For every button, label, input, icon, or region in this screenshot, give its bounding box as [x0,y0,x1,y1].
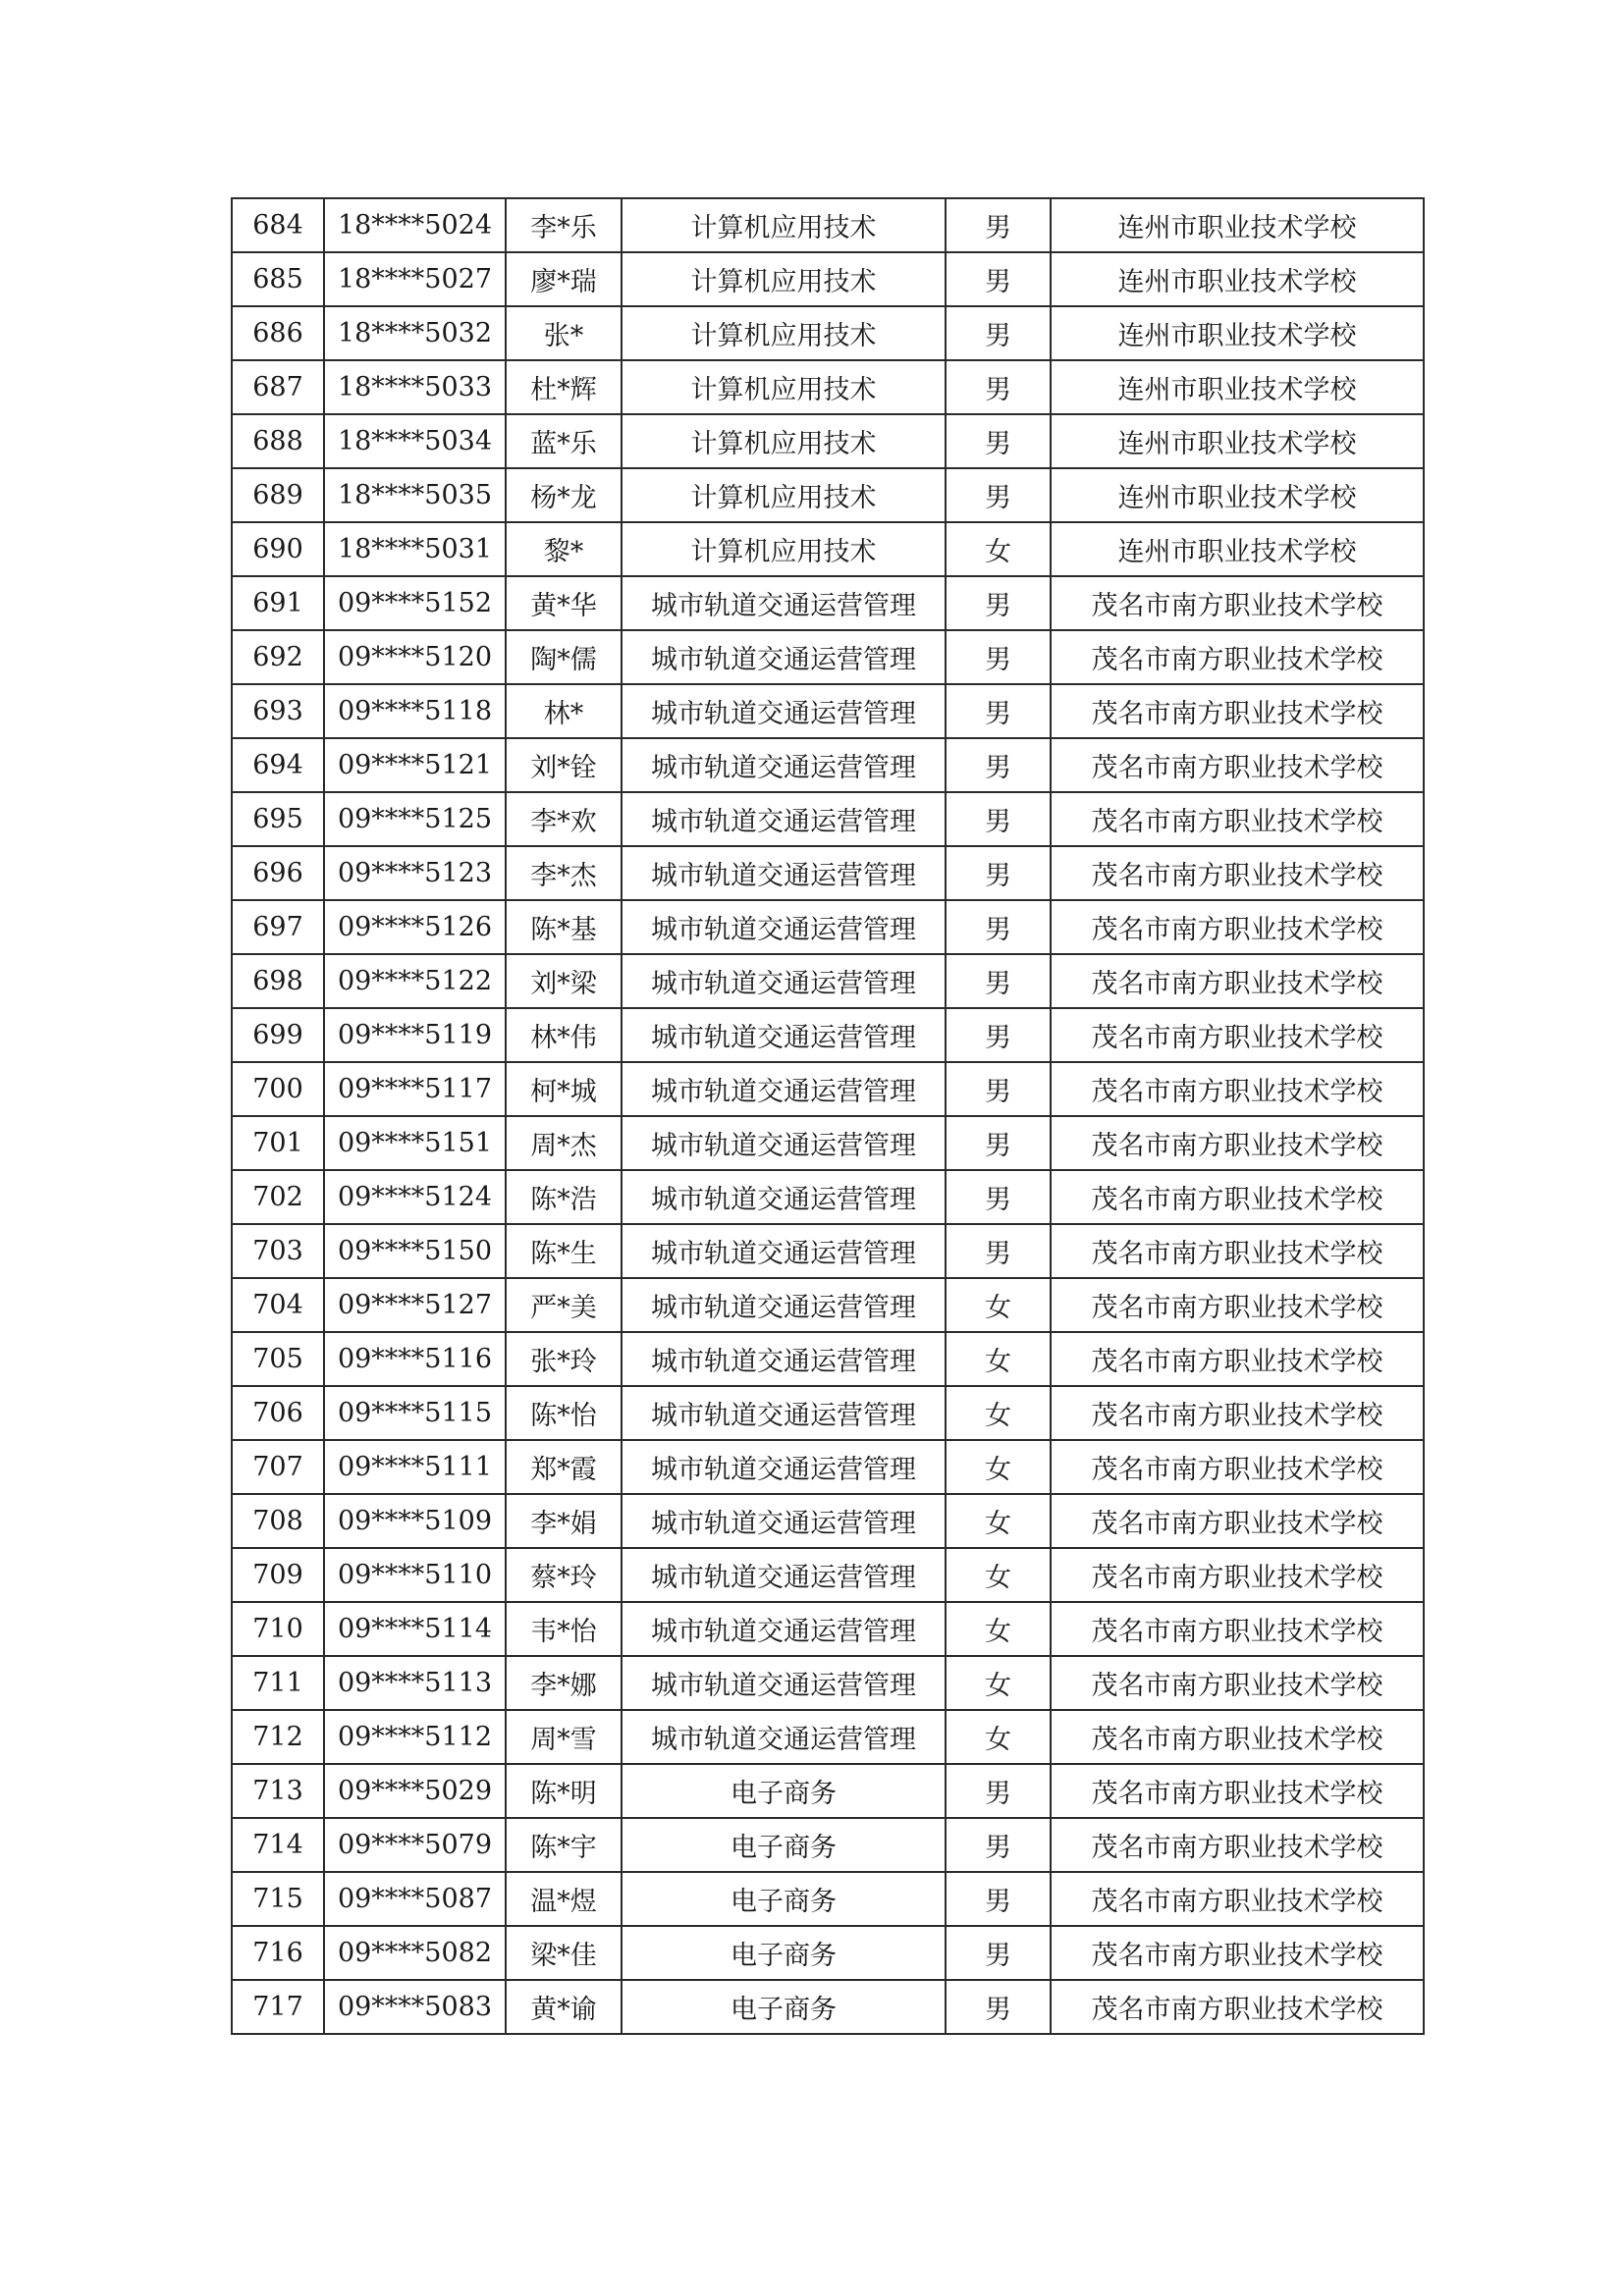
table-row [232,1818,1424,1872]
cell-major: 城市轨道交通运营管理 [622,1170,946,1224]
student-roster-table [231,197,1425,2035]
cell-student-name: 梁*佳 [506,1926,622,1980]
cell-major: 计算机应用技术 [622,198,946,252]
cell-serial-number: 710 [232,1602,324,1656]
cell-major: 电子商务 [622,1980,946,2034]
cell-gender: 男 [946,1170,1051,1224]
table-row [232,1602,1424,1656]
roster-body [232,198,1424,2034]
cell-gender: 男 [946,1008,1051,1062]
cell-major: 城市轨道交通运营管理 [622,792,946,846]
cell-school: 茂名市南方职业技术学校 [1051,1386,1424,1440]
cell-major: 城市轨道交通运营管理 [622,684,946,738]
cell-gender: 男 [946,306,1051,360]
cell-student-name: 黄*华 [506,576,622,630]
cell-school: 茂名市南方职业技术学校 [1051,576,1424,630]
cell-student-id: 09****5079 [324,1818,506,1872]
cell-school: 连州市职业技术学校 [1051,414,1424,468]
cell-serial-number: 701 [232,1116,324,1170]
cell-major: 电子商务 [622,1818,946,1872]
cell-student-name: 李*娜 [506,1656,622,1710]
cell-student-id: 09****5118 [324,684,506,738]
table-row [232,468,1424,522]
table-row [232,360,1424,414]
cell-school: 茂名市南方职业技术学校 [1051,630,1424,684]
table-row [232,1116,1424,1170]
cell-gender: 男 [946,1764,1051,1818]
cell-serial-number: 707 [232,1440,324,1494]
table-row [232,738,1424,792]
cell-student-name: 黄*谕 [506,1980,622,2034]
cell-serial-number: 702 [232,1170,324,1224]
cell-serial-number: 699 [232,1008,324,1062]
cell-student-id: 09****5150 [324,1224,506,1278]
cell-major: 城市轨道交通运营管理 [622,1116,946,1170]
cell-gender: 女 [946,522,1051,576]
cell-serial-number: 714 [232,1818,324,1872]
cell-serial-number: 684 [232,198,324,252]
cell-student-id: 09****5125 [324,792,506,846]
cell-student-name: 廖*瑞 [506,252,622,306]
cell-student-id: 18****5034 [324,414,506,468]
cell-serial-number: 696 [232,846,324,900]
cell-serial-number: 717 [232,1980,324,2034]
table-row [232,900,1424,954]
cell-serial-number: 691 [232,576,324,630]
cell-serial-number: 712 [232,1710,324,1764]
cell-gender: 男 [946,900,1051,954]
cell-serial-number: 716 [232,1926,324,1980]
cell-student-id: 09****5109 [324,1494,506,1548]
cell-student-id: 18****5024 [324,198,506,252]
cell-student-name: 张* [506,306,622,360]
cell-student-name: 杜*辉 [506,360,622,414]
cell-school: 茂名市南方职业技术学校 [1051,1332,1424,1386]
cell-gender: 男 [946,1818,1051,1872]
cell-school: 茂名市南方职业技术学校 [1051,1980,1424,2034]
cell-student-id: 09****5126 [324,900,506,954]
cell-student-name: 柯*城 [506,1062,622,1116]
cell-student-name: 陈*怡 [506,1386,622,1440]
table-row [232,1494,1424,1548]
table-row [232,1656,1424,1710]
cell-gender: 男 [946,954,1051,1008]
cell-student-id: 09****5152 [324,576,506,630]
cell-major: 城市轨道交通运营管理 [622,630,946,684]
cell-gender: 男 [946,252,1051,306]
table-row [232,1710,1424,1764]
cell-student-id: 09****5127 [324,1278,506,1332]
cell-major: 城市轨道交通运营管理 [622,900,946,954]
table-row [232,1278,1424,1332]
table-row [232,792,1424,846]
cell-student-name: 陈*基 [506,900,622,954]
cell-student-name: 陈*明 [506,1764,622,1818]
cell-gender: 女 [946,1278,1051,1332]
cell-student-name: 张*玲 [506,1332,622,1386]
table-row [232,1980,1424,2034]
cell-serial-number: 695 [232,792,324,846]
cell-student-id: 18****5033 [324,360,506,414]
cell-school: 茂名市南方职业技术学校 [1051,1440,1424,1494]
cell-serial-number: 687 [232,360,324,414]
cell-student-name: 李*欢 [506,792,622,846]
cell-school: 茂名市南方职业技术学校 [1051,1224,1424,1278]
cell-student-name: 林*伟 [506,1008,622,1062]
cell-school: 茂名市南方职业技术学校 [1051,1926,1424,1980]
cell-serial-number: 692 [232,630,324,684]
cell-gender: 男 [946,738,1051,792]
cell-student-name: 严*美 [506,1278,622,1332]
table-row [232,1332,1424,1386]
cell-major: 城市轨道交通运营管理 [622,1332,946,1386]
cell-student-id: 09****5087 [324,1872,506,1926]
cell-major: 城市轨道交通运营管理 [622,1278,946,1332]
cell-school: 茂名市南方职业技术学校 [1051,1116,1424,1170]
cell-major: 计算机应用技术 [622,252,946,306]
cell-student-name: 黎* [506,522,622,576]
cell-student-id: 09****5151 [324,1116,506,1170]
cell-student-id: 09****5114 [324,1602,506,1656]
cell-major: 城市轨道交通运营管理 [622,1008,946,1062]
cell-school: 茂名市南方职业技术学校 [1051,1008,1424,1062]
table-row [232,576,1424,630]
cell-serial-number: 698 [232,954,324,1008]
cell-student-id: 09****5113 [324,1656,506,1710]
cell-school: 茂名市南方职业技术学校 [1051,1710,1424,1764]
cell-student-name: 韦*怡 [506,1602,622,1656]
table-row [232,1764,1424,1818]
cell-school: 茂名市南方职业技术学校 [1051,954,1424,1008]
cell-gender: 男 [946,1872,1051,1926]
cell-student-id: 18****5031 [324,522,506,576]
cell-student-name: 周*杰 [506,1116,622,1170]
cell-serial-number: 715 [232,1872,324,1926]
cell-gender: 男 [946,1224,1051,1278]
cell-major: 城市轨道交通运营管理 [622,1710,946,1764]
cell-school: 茂名市南方职业技术学校 [1051,1764,1424,1818]
cell-school: 茂名市南方职业技术学校 [1051,846,1424,900]
cell-student-name: 陈*生 [506,1224,622,1278]
cell-student-name: 陶*儒 [506,630,622,684]
cell-student-name: 刘*铨 [506,738,622,792]
cell-school: 连州市职业技术学校 [1051,306,1424,360]
cell-gender: 女 [946,1710,1051,1764]
cell-gender: 女 [946,1656,1051,1710]
cell-major: 城市轨道交通运营管理 [622,576,946,630]
cell-major: 电子商务 [622,1764,946,1818]
cell-student-id: 09****5119 [324,1008,506,1062]
cell-gender: 男 [946,792,1051,846]
cell-student-id: 09****5111 [324,1440,506,1494]
cell-student-name: 温*煜 [506,1872,622,1926]
table-row [232,954,1424,1008]
table-row [232,846,1424,900]
cell-major: 计算机应用技术 [622,468,946,522]
cell-student-id: 09****5083 [324,1980,506,2034]
cell-serial-number: 711 [232,1656,324,1710]
table-row [232,1440,1424,1494]
cell-gender: 女 [946,1332,1051,1386]
table-row [232,198,1424,252]
cell-school: 茂名市南方职业技术学校 [1051,900,1424,954]
cell-serial-number: 693 [232,684,324,738]
cell-serial-number: 685 [232,252,324,306]
cell-student-id: 09****5112 [324,1710,506,1764]
cell-student-name: 李*娟 [506,1494,622,1548]
cell-major: 计算机应用技术 [622,522,946,576]
cell-student-id: 09****5121 [324,738,506,792]
cell-school: 茂名市南方职业技术学校 [1051,1602,1424,1656]
cell-major: 计算机应用技术 [622,414,946,468]
cell-serial-number: 703 [232,1224,324,1278]
cell-student-id: 18****5035 [324,468,506,522]
cell-gender: 男 [946,414,1051,468]
table-row [232,1548,1424,1602]
cell-serial-number: 694 [232,738,324,792]
cell-student-id: 09****5029 [324,1764,506,1818]
cell-school: 茂名市南方职业技术学校 [1051,1656,1424,1710]
cell-gender: 男 [946,846,1051,900]
cell-student-name: 周*雪 [506,1710,622,1764]
cell-major: 城市轨道交通运营管理 [622,1548,946,1602]
cell-student-name: 李*杰 [506,846,622,900]
cell-gender: 男 [946,576,1051,630]
cell-student-id: 09****5117 [324,1062,506,1116]
cell-student-name: 李*乐 [506,198,622,252]
cell-gender: 男 [946,630,1051,684]
table-row [232,414,1424,468]
cell-student-id: 18****5032 [324,306,506,360]
cell-gender: 男 [946,468,1051,522]
cell-serial-number: 690 [232,522,324,576]
cell-student-name: 杨*龙 [506,468,622,522]
cell-major: 城市轨道交通运营管理 [622,1440,946,1494]
cell-major: 计算机应用技术 [622,360,946,414]
table-row [232,684,1424,738]
cell-serial-number: 686 [232,306,324,360]
cell-school: 茂名市南方职业技术学校 [1051,1494,1424,1548]
cell-major: 城市轨道交通运营管理 [622,1494,946,1548]
table-row [232,1926,1424,1980]
table-row [232,1224,1424,1278]
cell-school: 茂名市南方职业技术学校 [1051,1818,1424,1872]
cell-student-id: 09****5116 [324,1332,506,1386]
cell-school: 连州市职业技术学校 [1051,468,1424,522]
cell-school: 连州市职业技术学校 [1051,198,1424,252]
cell-serial-number: 688 [232,414,324,468]
cell-student-id: 09****5123 [324,846,506,900]
cell-school: 茂名市南方职业技术学校 [1051,738,1424,792]
cell-student-name: 陈*宇 [506,1818,622,1872]
cell-student-name: 蓝*乐 [506,414,622,468]
cell-student-name: 郑*霞 [506,1440,622,1494]
cell-serial-number: 697 [232,900,324,954]
cell-gender: 男 [946,198,1051,252]
table-row [232,1062,1424,1116]
cell-gender: 男 [946,360,1051,414]
cell-school: 连州市职业技术学校 [1051,522,1424,576]
cell-student-id: 18****5027 [324,252,506,306]
cell-student-name: 刘*梁 [506,954,622,1008]
cell-serial-number: 704 [232,1278,324,1332]
cell-school: 茂名市南方职业技术学校 [1051,1872,1424,1926]
cell-serial-number: 706 [232,1386,324,1440]
cell-gender: 男 [946,1926,1051,1980]
cell-school: 连州市职业技术学校 [1051,360,1424,414]
cell-school: 茂名市南方职业技术学校 [1051,1548,1424,1602]
cell-school: 连州市职业技术学校 [1051,252,1424,306]
table-row [232,252,1424,306]
cell-gender: 男 [946,1062,1051,1116]
cell-major: 城市轨道交通运营管理 [622,1386,946,1440]
cell-school: 茂名市南方职业技术学校 [1051,684,1424,738]
cell-gender: 女 [946,1440,1051,1494]
table-row [232,1872,1424,1926]
cell-gender: 男 [946,1116,1051,1170]
cell-serial-number: 709 [232,1548,324,1602]
table-row [232,1386,1424,1440]
cell-student-name: 陈*浩 [506,1170,622,1224]
cell-major: 计算机应用技术 [622,306,946,360]
table-row [232,1170,1424,1224]
cell-major: 电子商务 [622,1872,946,1926]
cell-student-name: 蔡*玲 [506,1548,622,1602]
cell-major: 城市轨道交通运营管理 [622,846,946,900]
cell-student-id: 09****5122 [324,954,506,1008]
cell-serial-number: 689 [232,468,324,522]
cell-gender: 女 [946,1602,1051,1656]
cell-student-id: 09****5115 [324,1386,506,1440]
cell-school: 茂名市南方职业技术学校 [1051,1170,1424,1224]
table-row [232,630,1424,684]
cell-major: 城市轨道交通运营管理 [622,1224,946,1278]
cell-student-id: 09****5110 [324,1548,506,1602]
table-row [232,1008,1424,1062]
cell-gender: 女 [946,1494,1051,1548]
cell-major: 城市轨道交通运营管理 [622,1656,946,1710]
table-row [232,522,1424,576]
cell-school: 茂名市南方职业技术学校 [1051,1062,1424,1116]
table-row [232,306,1424,360]
cell-major: 城市轨道交通运营管理 [622,954,946,1008]
cell-serial-number: 713 [232,1764,324,1818]
cell-gender: 男 [946,1980,1051,2034]
cell-major: 城市轨道交通运营管理 [622,1602,946,1656]
cell-school: 茂名市南方职业技术学校 [1051,1278,1424,1332]
cell-major: 城市轨道交通运营管理 [622,1062,946,1116]
cell-school: 茂名市南方职业技术学校 [1051,792,1424,846]
cell-serial-number: 705 [232,1332,324,1386]
cell-serial-number: 700 [232,1062,324,1116]
cell-major: 电子商务 [622,1926,946,1980]
cell-gender: 女 [946,1548,1051,1602]
cell-gender: 女 [946,1386,1051,1440]
cell-serial-number: 708 [232,1494,324,1548]
cell-student-name: 林* [506,684,622,738]
cell-student-id: 09****5120 [324,630,506,684]
cell-student-id: 09****5082 [324,1926,506,1980]
cell-gender: 男 [946,684,1051,738]
cell-student-id: 09****5124 [324,1170,506,1224]
cell-major: 城市轨道交通运营管理 [622,738,946,792]
